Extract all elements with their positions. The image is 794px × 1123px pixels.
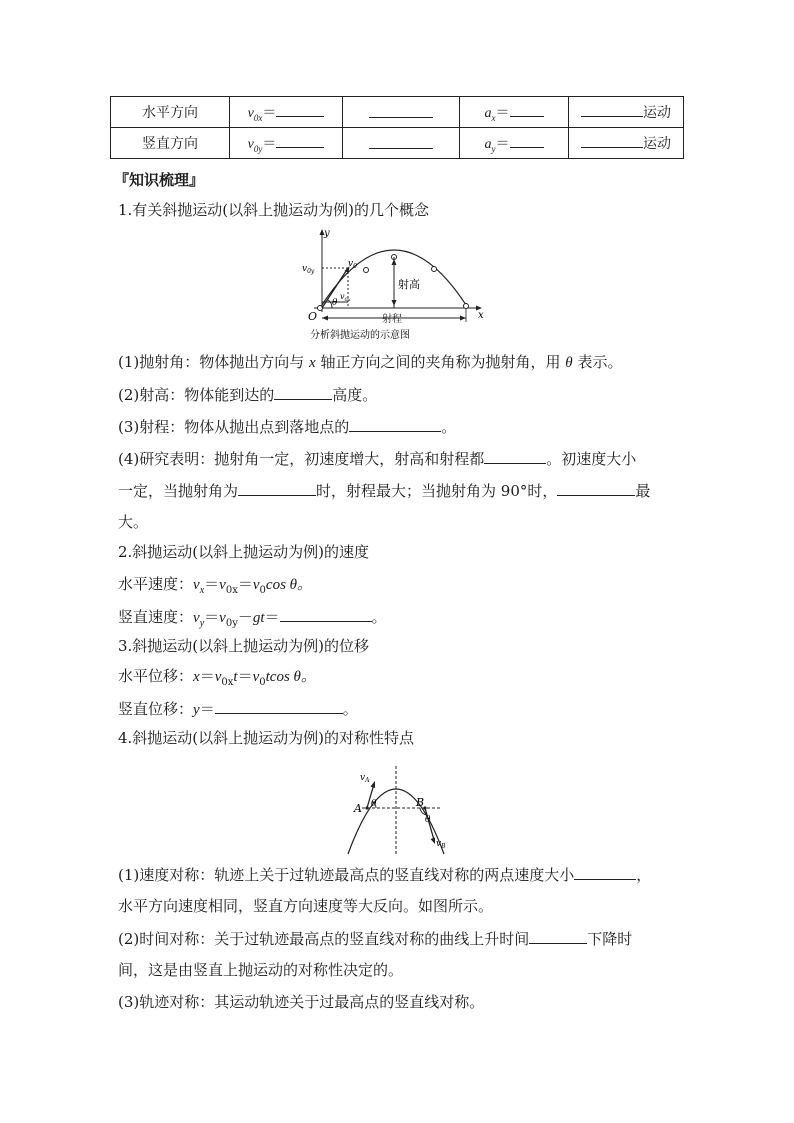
trajectory-point <box>364 268 369 273</box>
motion-label: 运动 <box>643 105 671 121</box>
motion-label: 运动 <box>643 136 671 152</box>
fill-blank[interactable] <box>238 480 316 496</box>
fill-blank[interactable] <box>557 480 635 496</box>
motion-type-cell <box>569 97 684 128</box>
s3-title: 3.斜抛运动(以斜上抛运动为例)的位移 <box>118 637 370 655</box>
height-arrow-bottom <box>392 300 397 306</box>
x-axis-label: x <box>478 310 484 321</box>
fill-blank[interactable] <box>581 102 643 117</box>
vB-label: $v_B$ <box>436 839 446 850</box>
landing-point <box>464 304 469 309</box>
point-a-label: A <box>354 802 362 815</box>
fill-blank[interactable] <box>484 448 546 464</box>
s4-p2-line2: 间，这是由竖直上抛运动的对称性决定的。 <box>118 961 404 979</box>
table-row <box>111 97 684 128</box>
point-a <box>365 806 368 809</box>
velocity-cell <box>230 128 343 159</box>
figure-caption: 分析斜抛运动的示意图 <box>310 330 410 341</box>
direction-cell <box>111 97 230 128</box>
blank-cell <box>343 128 460 159</box>
s1-p4-line1: (4)研究表明：抛射角一定，初速度增大，射高和射程都 。初速度大小 <box>118 450 637 468</box>
vA-arrow <box>371 781 376 788</box>
trajectory-point <box>432 267 437 272</box>
fill-blank[interactable] <box>274 384 332 400</box>
fill-blank[interactable] <box>581 133 643 148</box>
symmetry-figure <box>340 764 460 858</box>
fill-blank[interactable] <box>369 134 433 149</box>
s1-title: 1.有关斜抛运动(以斜上抛运动为例)的几个概念 <box>118 201 430 219</box>
velocity-var: $v_{0y}$ <box>247 136 263 154</box>
range-arrow-right <box>460 316 466 321</box>
s1-p4-line2: 一定，当抛射角为 时，射程最大；当抛射角为 90°时， 最 <box>118 482 651 500</box>
acceleration-cell <box>460 128 569 159</box>
table-row <box>111 128 684 159</box>
fill-blank[interactable] <box>276 133 324 148</box>
range-arrow-left <box>322 316 328 321</box>
equals: ＝ <box>495 135 510 152</box>
fill-blank[interactable] <box>510 102 544 117</box>
equals: ＝ <box>495 104 510 121</box>
acceleration-var: $a_y$ <box>484 136 496 154</box>
range-label: 射程 <box>382 314 402 325</box>
fill-blank[interactable] <box>369 103 433 118</box>
vA-label: $v_A$ <box>360 773 370 784</box>
s4-p1-line2: 水平方向速度相同，竖直方向速度等大反向。如图所示。 <box>118 897 494 915</box>
fill-blank[interactable] <box>349 416 441 432</box>
velocity-cell <box>230 97 343 128</box>
s4-p1-line1: (1)速度对称：轨迹上关于过轨迹最高点的竖直线对称的两点速度大小 ， <box>118 866 652 884</box>
s2-title: 2.斜抛运动(以斜上抛运动为例)的速度 <box>118 543 370 561</box>
theta-label: θ <box>332 298 338 308</box>
s4-p3: (3)轨迹对称：其运动轨迹关于过最高点的竖直线对称。 <box>118 993 485 1011</box>
v0x-label: $v_{0x}$ <box>340 292 351 303</box>
acceleration-cell <box>460 97 569 128</box>
s3-horizontal: 水平位移：$x=v_{0x}t=v_0tcos$ θ。 <box>118 667 316 688</box>
equals: ＝ <box>262 135 277 152</box>
fill-blank[interactable] <box>280 606 372 622</box>
s1-p4-line3: 大。 <box>118 513 149 531</box>
y-axis-label: y <box>324 228 330 239</box>
theta-b-label: θ <box>425 815 431 825</box>
point-b-label: B <box>416 796 425 809</box>
v0-label: $v_0$ <box>348 259 357 270</box>
v0y-label: $v_{0y}$ <box>302 264 315 275</box>
direction-cell <box>111 128 230 159</box>
theta-a-label: θ <box>371 799 377 809</box>
s3-vertical: 竖直位移：y＝ 。 <box>118 700 358 718</box>
section-heading: 『知识梳理』 <box>114 171 205 189</box>
fill-blank[interactable] <box>276 102 324 117</box>
fill-blank[interactable] <box>574 864 636 880</box>
s2-vertical: 竖直速度：$v_y=v_{0y}-gt=$ 。 <box>118 608 387 629</box>
s1-p1: (1)抛射角：物体抛出方向与 x 轴正方向之间的夹角称为抛射角，用 θ 表示。 <box>118 353 623 371</box>
direction-label: 竖直方向 <box>142 136 198 152</box>
s1-p2: (2)射高：物体能到达的 高度。 <box>118 386 378 404</box>
acceleration-var: $a_x$ <box>484 105 496 123</box>
origin-label: O <box>308 310 318 323</box>
fill-blank[interactable] <box>215 698 343 714</box>
equals: ＝ <box>262 104 277 121</box>
fill-blank[interactable] <box>510 133 544 148</box>
vB-arrow <box>431 838 436 845</box>
velocity-var: $v_{0x}$ <box>247 105 263 123</box>
direction-label: 水平方向 <box>142 105 198 121</box>
s2-horizontal: 水平速度：$v_x=v_{0x}=v_0\cos$ θ。 <box>118 575 313 596</box>
s1-p3: (3)射程：物体从抛出点到落地点的 。 <box>118 418 457 436</box>
motion-type-cell <box>569 128 684 159</box>
s4-p2-line1: (2)时间对称：关于过轨迹最高点的竖直线对称的曲线上升时间 下降时 <box>118 930 633 948</box>
trajectory-point <box>318 306 323 311</box>
fill-blank[interactable] <box>529 928 587 944</box>
height-arrow-top <box>392 259 397 265</box>
height-label: 射高 <box>398 278 420 291</box>
s4-title: 4.斜抛运动(以斜上抛运动为例)的对称性特点 <box>118 729 415 747</box>
blank-cell <box>343 97 460 128</box>
motion-component-table <box>110 96 684 159</box>
oblique-projectile-figure <box>296 226 496 346</box>
